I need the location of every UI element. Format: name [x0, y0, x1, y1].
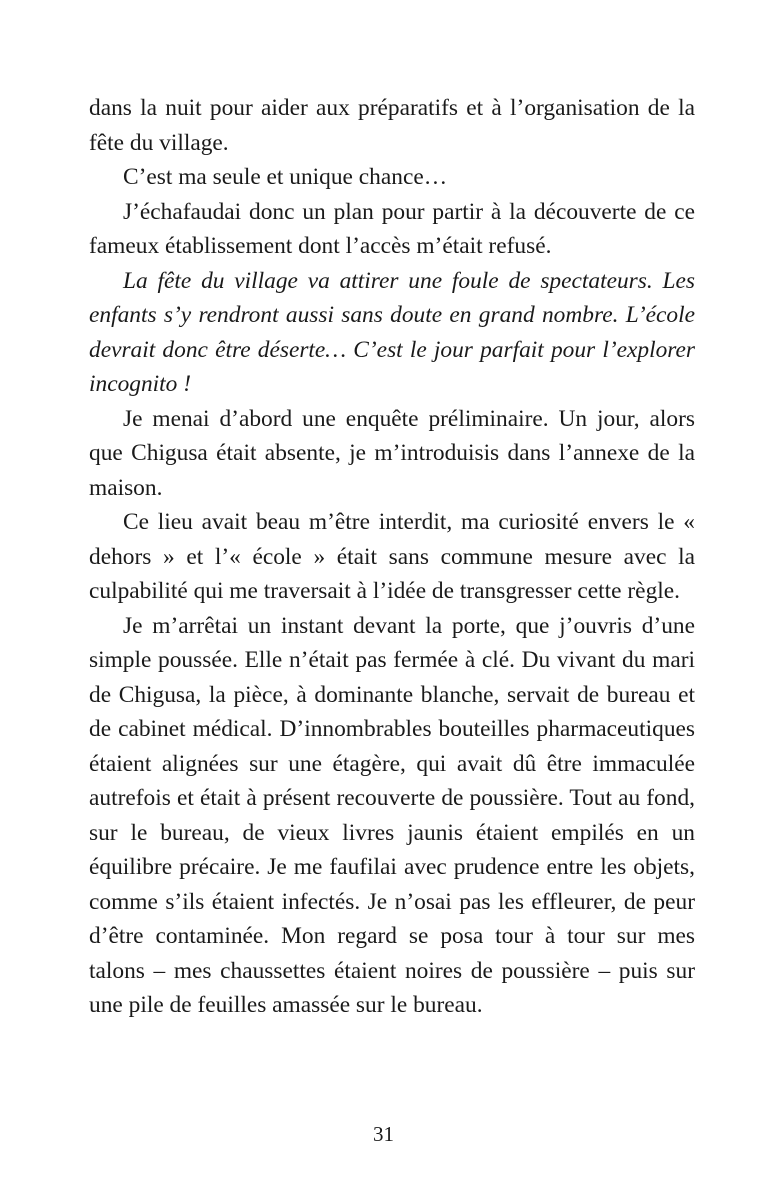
paragraph: Ce lieu avait beau m’être interdit, ma curiosité envers le « dehors » et l’« école » était sans commune mesure avec la culpabilité qui me traversait à l’idée de transgresser cette règle.	[89, 509, 695, 604]
paragraph-inner-thought: La fête du village va attirer une foule de spectateurs. Les enfants s’y rendront aussi sans doute en grand nombre. L’école devrait donc être déserte… C’est le jour parfait pour l’explorer incognito !	[89, 267, 695, 397]
paragraph: Je menai d’abord une enquête préliminaire. Un jour, alors que Chigusa était absente, je m’introduisis dans l’annexe de la maison.	[89, 405, 695, 501]
paragraph: J’échafaudai donc un plan pour partir à la découverte de ce fameux établissement dont l’accès m’était refusé.	[89, 198, 695, 259]
page-number: 31	[373, 1122, 394, 1146]
paragraph: C’est ma seule et unique chance…	[123, 164, 448, 190]
paragraph: Je m’arrêtai un instant devant la porte, que j’ouvris d’une simple poussée. Elle n’était pas fermée à clé. Du vivant du mari de Chigusa, la pièce, à dominante blanche, servait de bureau et de cabinet médical. D’innombrables bouteilles pharmaceutiques étaient alignées sur une étagère, qui avait dû être immaculée autrefois et était à présent recouverte de poussière. Tout au fond, sur le bureau, de vieux livres jaunis étaient empilés en un équilibre précaire. Je me faufilai avec prudence entre les objets, comme s’ils étaient infectés. Je n’osai pas les effleurer, de peur d’être contaminée. Mon regard se posa tour à tour sur mes talons – mes chaussettes étaient noires de poussière – puis sur une pile de feuilles amassée sur le bureau.	[89, 612, 695, 1018]
body-text	[89, 91, 695, 1023]
paragraph-continuation: dans la nuit pour aider aux préparatifs et à l’organisation de la fête du village.	[89, 95, 695, 156]
